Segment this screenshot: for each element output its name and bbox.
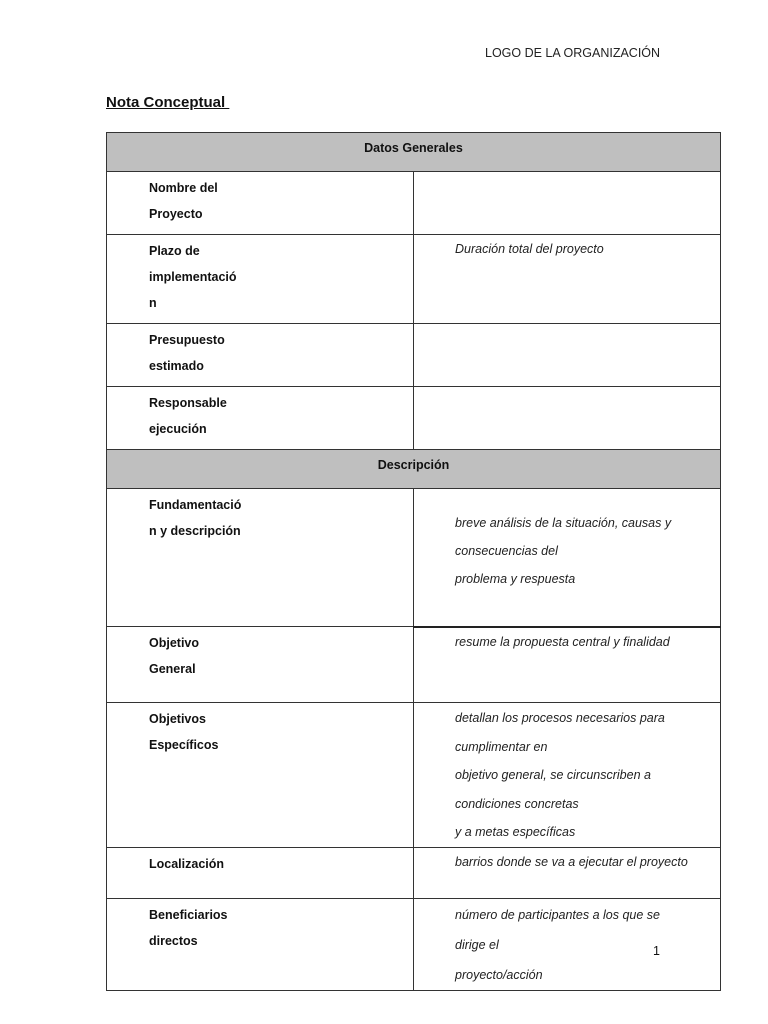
label-presupuesto-estimado: Presupuesto estimado (107, 324, 414, 387)
concept-note-table (106, 132, 721, 991)
field-plazo-implementacion[interactable]: Duración total del proyecto (414, 235, 721, 324)
field-localizacion[interactable]: barrios donde se va a ejecutar el proyecto (414, 847, 721, 898)
label-nombre-proyecto: Nombre del Proyecto (107, 172, 414, 235)
label-fundamentacion: Fundamentació n y descripción (107, 489, 414, 627)
label-localizacion: Localización (107, 847, 414, 898)
field-nombre-proyecto[interactable] (414, 172, 721, 235)
field-fundamentacion[interactable]: breve análisis de la situación, causas y consecuencias del problema y respuesta (414, 489, 721, 627)
field-responsable-ejecucion[interactable] (414, 387, 721, 450)
label-beneficiarios-directos: Beneficiarios directos (107, 898, 414, 990)
section-heading-descripcion: Descripción (107, 450, 721, 489)
label-objetivo-general: Objetivo General (107, 627, 414, 703)
document-title: Nota Conceptual (106, 94, 230, 111)
page-number: 1 (653, 944, 660, 958)
field-objetivo-general[interactable]: resume la propuesta central y finalidad (414, 627, 721, 703)
field-presupuesto-estimado[interactable] (414, 324, 721, 387)
section-heading-datos-generales: Datos Generales (107, 133, 721, 172)
label-responsable-ejecucion: Responsable ejecución (107, 387, 414, 450)
label-objetivos-especificos: Objetivos Específicos (107, 703, 414, 848)
field-beneficiarios-directos[interactable]: número de participantes a los que se dirige el proyecto/acción (414, 898, 721, 990)
label-plazo-implementacion: Plazo de implementació n (107, 235, 414, 324)
organization-logo-placeholder: LOGO DE LA ORGANIZACIÓN (485, 46, 661, 60)
field-objetivos-especificos[interactable]: detallan los procesos necesarios para cumplimentar en objetivo general, se circunscriben a condiciones concretas y a metas específicas (414, 703, 721, 848)
